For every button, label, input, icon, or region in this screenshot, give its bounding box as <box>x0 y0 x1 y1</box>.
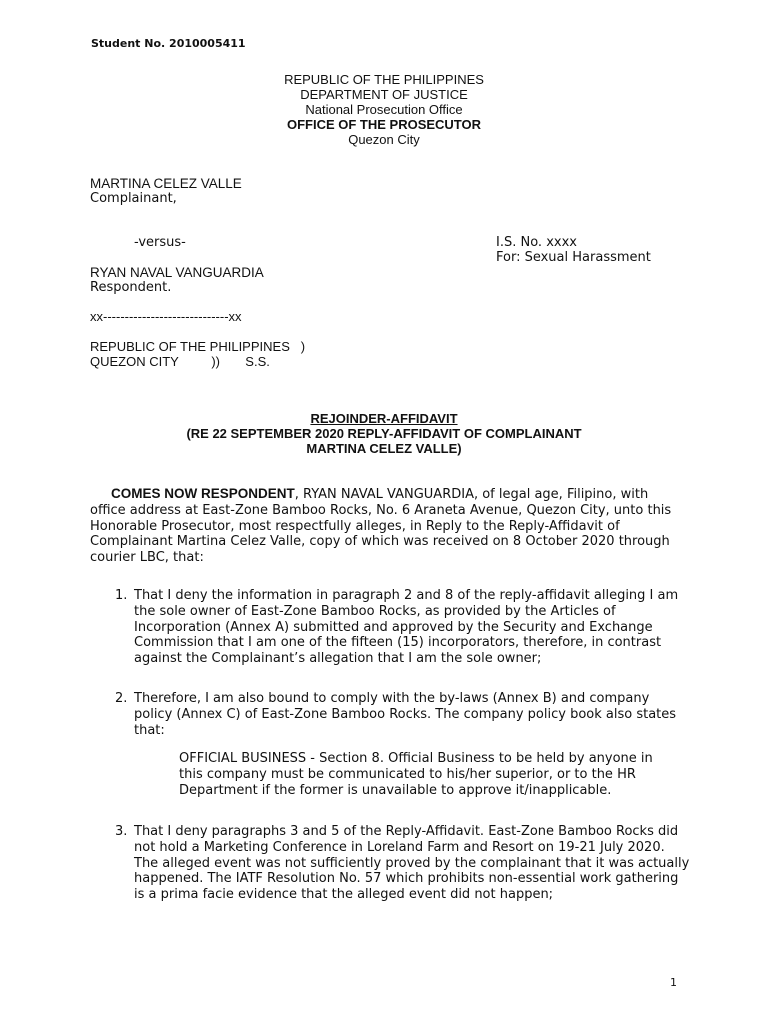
respondent-label: Respondent. <box>90 280 172 295</box>
caption-separator: xx-----------------------------xx <box>90 309 242 324</box>
intro-paragraph <box>90 486 682 566</box>
complainant-label: Complainant, <box>90 191 177 206</box>
student-number: Student No. 2010005411 <box>91 37 246 50</box>
venue-republic: REPUBLIC OF THE PHILIPPINES ) <box>90 339 306 354</box>
page-number: 1 <box>670 976 677 989</box>
case-charge: For: Sexual Harassment <box>496 250 651 265</box>
complainant-name: MARTINA CELEZ VALLE <box>90 176 242 191</box>
item-3-text: That I deny paragraphs 3 and 5 of the Reply-Affidavit. East-Zone Bamboo Rocks did not hold a Marketing Conference in Loreland Farm and Resort on 19-21 July 2020. The alleged event was not sufficiently proved by the complainant that it was actually happened. The IATF Resolution No. 57 which prohibits non-essential work gathering is a prima facie evidence that the alleged event did not happen; <box>134 824 690 903</box>
heading-city: Quezon City <box>348 132 420 147</box>
heading-office: OFFICE OF THE PROSECUTOR <box>286 117 482 132</box>
policy-quote: OFFICIAL BUSINESS - Section 8. Official Business to be held by anyone in this company must be communicated to his/her superior, or to the HR Department if the former is unavailable to approve it/inapplicable. <box>179 751 653 798</box>
item-2-number: 2. <box>115 691 128 706</box>
venue-city: QUEZON CITY )) S.S. <box>90 354 270 369</box>
item-1-text: That I deny the information in paragraph 2 and 8 of the reply-affidavit alleging I am the sole owner of East-Zone Bamboo Rocks, as provided by the Articles of Incorporation (Annex A) submitted and approved by the Security and Exchange Commission that I am one of the fifteen (15) incorporators, therefore, in contrast against the Complainant’s allegation that I am the sole owner; <box>134 588 679 667</box>
document-subtitle-2: MARTINA CELEZ VALLE) <box>306 441 462 456</box>
versus-text: -versus- <box>134 235 186 250</box>
item-2-text: Therefore, I am also bound to comply with the by-laws (Annex B) and company policy (Annex C) of East-Zone Bamboo Rocks. The company policy book also states that: <box>134 691 677 738</box>
heading-npo: National Prosecution Office <box>305 102 463 117</box>
item-1-number: 1. <box>115 588 128 603</box>
respondent-name: RYAN NAVAL VANGUARDIA <box>90 265 264 280</box>
item-3-number: 3. <box>115 824 128 839</box>
document-title: REJOINDER-AFFIDAVIT <box>310 411 458 426</box>
heading-department: DEPARTMENT OF JUSTICE <box>300 87 468 102</box>
intro-body: , RYAN NAVAL VANGUARDIA, of legal age, Filipino, with office address at East-Zone Bamboo Rocks, No. 6 Araneta Avenue, Quezon City, unto this Honorable Prosecutor, most respectfully alleges, in Reply to the Reply-Affidavit of Complainant Martina Celez Valle, copy of which was received on 8 October 2020 through courier LBC, that: <box>90 487 672 566</box>
heading-republic: REPUBLIC OF THE PHILIPPINES <box>284 72 484 87</box>
case-number: I.S. No. xxxx <box>496 235 577 250</box>
document-subtitle: (RE 22 SEPTEMBER 2020 REPLY-AFFIDAVIT OF COMPLAINANT <box>186 426 582 441</box>
intro-lead: COMES NOW RESPONDENT <box>111 486 295 501</box>
